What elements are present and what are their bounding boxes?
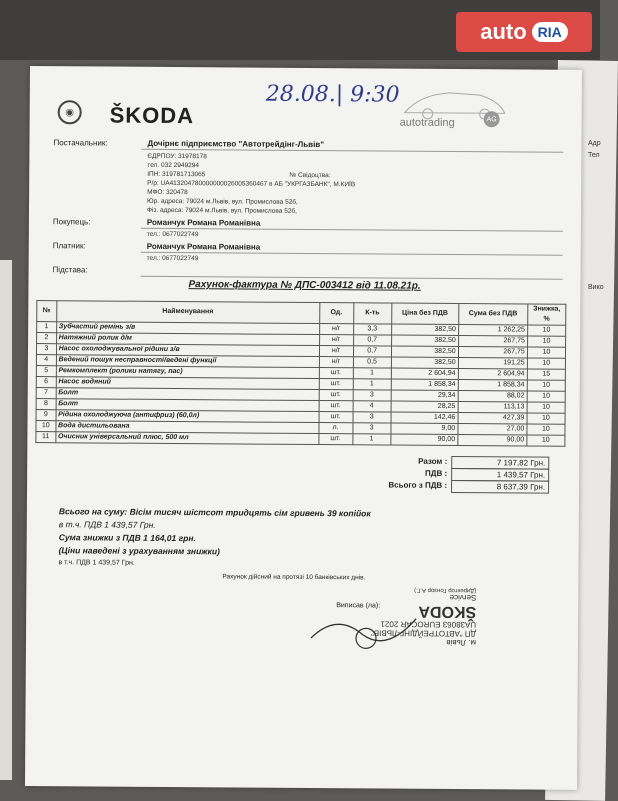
cell-qty: 1	[353, 368, 391, 379]
cell-qty: 1	[352, 434, 390, 445]
cell-discount: 10	[527, 435, 565, 446]
cell-number: 4	[36, 355, 56, 366]
payer-phone: тел.: 0677022749	[146, 254, 199, 263]
signature-icon	[306, 608, 426, 659]
cell-price: 382,50	[391, 335, 458, 346]
cell-price: 90,00	[391, 434, 458, 445]
cell-name: Зубчастий ремінь з/в	[56, 322, 319, 335]
cell-unit: шт.	[319, 368, 353, 379]
cell-unit: шт.	[319, 401, 353, 412]
cell-qty: 1	[353, 379, 391, 390]
supplier-name: Дочірнє підприємство "Автотрейдінг-Львів"	[147, 138, 325, 150]
cell-number: 8	[36, 399, 56, 410]
amount-in-words: Всього на суму: Вісім тисяч шістсот тридцять сім гривень 39 копійок	[58, 506, 371, 519]
supplier-mfo: МФО: 320478	[147, 188, 188, 197]
cell-name: Насос охолоджувальної рідини з/в	[56, 344, 319, 357]
items-table	[35, 300, 566, 447]
cell-number: 11	[36, 432, 56, 443]
discount-amount: Сума знижки з ПДВ 1 164,01 грн.	[58, 532, 196, 544]
cell-discount: 10	[527, 325, 565, 336]
background-left-sheet	[0, 260, 12, 780]
stamp-director: (Директор Гонзор А.Г.)	[414, 586, 477, 594]
cell-price: 382,50	[391, 357, 458, 368]
cell-number: 9	[36, 410, 56, 421]
cell-price: 2 604,94	[391, 368, 458, 379]
cell-name: Рідина охолоджуюча (антифриз) (60,0л)	[56, 410, 319, 423]
brand-name: ŠKODA	[109, 102, 195, 129]
cell-discount: 10	[527, 413, 565, 424]
right-sheet-text: Вико	[588, 284, 604, 291]
cell-qty: 0,7	[353, 346, 391, 357]
cell-sum: 191,25	[458, 357, 527, 368]
cell-sum: 267,75	[458, 335, 527, 346]
col-header-qty: К-ть	[353, 303, 391, 324]
cell-number: 5	[36, 366, 56, 377]
supplier-ipn: ІПН: 319781713065	[147, 170, 206, 179]
stamp-org: ДП "АВТОТРЕЙДІНГ-ЛЬВІВ"	[370, 628, 477, 639]
cell-discount: 10	[527, 380, 565, 391]
handwritten-date: 28.08.| 9:30	[265, 81, 400, 108]
cell-name: Натяжний ролик д/м	[56, 333, 319, 346]
cell-number: 1	[37, 322, 57, 333]
cell-price: 382,50	[391, 346, 458, 357]
cell-price: 29,34	[391, 390, 458, 401]
cell-price: 142,46	[391, 412, 458, 423]
cell-qty: 0,7	[353, 335, 391, 346]
cell-unit: л.	[318, 423, 352, 434]
ria-badge: RIA	[532, 22, 568, 42]
vat-value: 1 439,57 Грн.	[451, 468, 549, 482]
validity-note: Рахунок дійсний на протязі 10 банківських днів.	[222, 573, 366, 582]
vat-included: в т.ч. ПДВ 1 439,57 Грн.	[58, 519, 156, 530]
cell-unit: шт.	[319, 390, 353, 401]
autotrading-logo: autotrading	[399, 116, 455, 129]
invoice-title: Рахунок-фактура № ДПС-003412 від 11.08.21р.	[188, 279, 421, 292]
cell-name: Ведений пошук несправності/ведені функції	[56, 355, 319, 368]
skoda-logo-icon: ◉	[58, 100, 82, 124]
ag-logo-icon: AG	[484, 111, 500, 127]
right-sheet-text: Адр	[588, 140, 601, 147]
cell-discount: 10	[527, 391, 565, 402]
autoria-watermark	[456, 12, 592, 52]
supplier-legal-address: Юр. адреса: 79024 м.Львів, вул. Промислова 52б,	[147, 197, 298, 206]
col-header-discount: Знижка, %	[527, 304, 565, 325]
cell-number: 6	[36, 377, 56, 388]
cell-number: 10	[36, 421, 56, 432]
payer-label: Платник:	[52, 241, 86, 251]
total-value: 8 637,39 Грн.	[451, 480, 549, 494]
cell-sum: 113,13	[458, 401, 527, 412]
buyer-name: Романчук Романа Романівна	[146, 217, 261, 228]
stamp-city: м. Львів	[446, 637, 477, 648]
cell-unit: шт.	[319, 412, 353, 423]
cell-price: 1 858,34	[391, 379, 458, 390]
vat-included-small: в т.ч. ПДВ 1 439,57 Грн.	[58, 559, 135, 567]
cell-number: 3	[36, 344, 56, 355]
discount-note: (Ціни наведені з урахуванням знижки)	[58, 545, 220, 557]
stamp-code: UA38063 EUROCAR 2021	[380, 619, 477, 630]
cell-name: Болт	[56, 388, 319, 401]
right-sheet-text: Тел	[588, 152, 600, 159]
supplier-label: Постачальник:	[53, 138, 108, 148]
supplier-phys-address: Фіз. адреса: 79024 м.Львів, вул. Промислова 52б,	[146, 206, 298, 215]
stamp-brand: ŠKODA	[418, 602, 477, 621]
cell-qty: 3,3	[353, 324, 391, 335]
cell-discount: 15	[527, 369, 565, 380]
cell-sum: 427,39	[458, 412, 527, 423]
cell-price: 382,50	[391, 324, 458, 335]
cell-price: 9,00	[391, 423, 458, 434]
cell-discount: 10	[527, 424, 565, 435]
basis-label: Підстава:	[52, 265, 88, 275]
cell-unit: шт.	[319, 379, 353, 390]
supplier-edrpou: ЄДРПОУ: 31978178	[147, 152, 207, 161]
col-header-name: Найменування	[56, 301, 319, 324]
col-header-price: Ціна без ПДВ	[391, 303, 458, 324]
cell-qty: 3	[353, 390, 391, 401]
cell-name: Вода дистильована	[56, 421, 319, 434]
cell-qty: 3	[352, 423, 390, 434]
cell-number: 2	[37, 333, 57, 344]
col-header-number: №	[37, 301, 57, 322]
supplier-certificate: № Свідоцтва:	[289, 171, 331, 180]
cell-number: 7	[36, 388, 56, 399]
cell-discount: 10	[527, 336, 565, 347]
cell-qty: 3	[353, 412, 391, 423]
cell-discount: 10	[527, 358, 565, 369]
supplier-phone: тел. 032 2949294	[147, 161, 200, 170]
cell-discount: 10	[527, 347, 565, 358]
divider	[141, 252, 563, 256]
cell-sum: 267,75	[458, 346, 527, 357]
cell-sum: 1 858,34	[458, 379, 527, 390]
cell-name: Насос водяний	[56, 377, 319, 390]
cell-discount: 10	[527, 402, 565, 413]
cell-unit: н/г	[319, 346, 353, 357]
supplier-account: Р/р: UA413204780000000026005360467 в АБ "УКРГАЗБАНК", М.КИЇВ	[147, 179, 356, 189]
cell-unit: н/г	[319, 335, 353, 346]
col-header-unit: Од.	[319, 303, 353, 324]
vat-label: ПДВ :	[425, 468, 448, 478]
cell-name: Болт	[56, 399, 319, 412]
total-label: Всього з ПДВ :	[388, 480, 448, 490]
autoria-text: auto	[480, 19, 527, 44]
cell-unit: н/г	[319, 357, 353, 368]
cell-sum: 90,00	[458, 434, 527, 445]
signed-by-label: Виписав (ла):	[336, 602, 381, 610]
cell-unit: шт.	[318, 434, 352, 445]
invoice-paper	[25, 66, 582, 790]
cell-sum: 27,00	[458, 423, 527, 434]
table-row	[36, 432, 565, 447]
cell-name: Очисник універсальний плюс, 500 мл	[55, 432, 318, 445]
cell-qty: 0,5	[353, 357, 391, 368]
divider	[141, 149, 563, 153]
subtotal-label: Разом :	[418, 456, 448, 466]
stamp-service: Service	[449, 592, 477, 603]
cell-sum: 1 262,25	[458, 324, 527, 335]
cell-price: 28,25	[391, 401, 458, 412]
subtotal-value: 7 197,82 Грн.	[451, 456, 549, 470]
cell-unit: н/г	[319, 324, 353, 335]
buyer-phone: тел.: 0677022749	[146, 230, 199, 239]
divider	[141, 228, 563, 232]
cell-name: Ремкомплект (ролики натягу, пас)	[56, 366, 319, 379]
buyer-label: Покупець:	[52, 217, 91, 227]
cell-qty: 4	[353, 401, 391, 412]
cell-sum: 2 604,94	[458, 368, 527, 379]
cell-sum: 88,02	[458, 390, 527, 401]
payer-name: Романчук Романа Романівна	[146, 241, 261, 252]
col-header-sum: Сума без ПДВ	[458, 303, 527, 324]
